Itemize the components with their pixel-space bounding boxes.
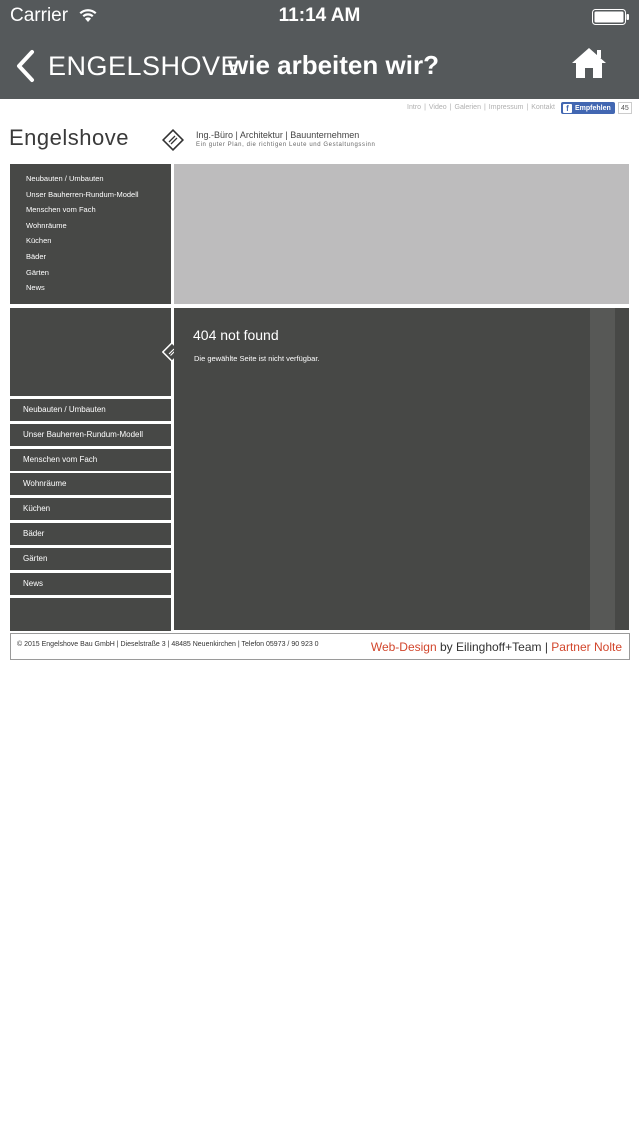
tagline: Ing.-Büro | Architektur | Bauunternehmen <box>196 130 360 140</box>
content-scrollbar[interactable] <box>590 308 615 630</box>
top-link-intro[interactable]: Intro <box>407 104 422 111</box>
side-menu-item-wohnraeume[interactable]: Wohnräume <box>10 473 171 495</box>
web-design-link[interactable]: Web-Design <box>370 640 437 654</box>
facebook-like-label: Empfehlen <box>575 104 611 112</box>
error-message: Die gewählte Seite ist nicht verfügbar. <box>194 354 320 363</box>
header-banner <box>174 164 629 304</box>
side-menu-item-news[interactable]: News <box>10 573 171 595</box>
side-filler <box>10 598 171 631</box>
side-menu-item-neubauten[interactable]: Neubauten / Umbauten <box>10 399 171 421</box>
top-menu-item-baeder[interactable]: Bäder <box>26 251 47 261</box>
top-menu-item-gaerten[interactable]: Gärten <box>26 267 49 277</box>
top-links: Intro | Video | Galerien | Impressum | Kontakt <box>407 104 555 111</box>
top-link-galerien[interactable]: Galerien <box>454 104 481 111</box>
top-menu-item-kuechen[interactable]: Küchen <box>26 236 52 246</box>
footer-company-info: © 2015 Engelshove Bau GmbH | Dieselstraße 3 | 48485 Neuenkirchen | Telefon 05973 / 90 923 0 <box>17 641 319 648</box>
partner-link[interactable]: Partner Nolte <box>547 640 622 654</box>
top-menu-item-wohnraeume[interactable]: Wohnräume <box>26 220 67 230</box>
top-menu-item-menschen[interactable]: Menschen vom Fach <box>26 205 96 215</box>
sub-tagline: Ein guter Plan, die richtigen Leute und Gestaltungssinn <box>196 142 376 148</box>
chevron-left-icon <box>14 49 36 83</box>
credits-separator: | <box>544 640 548 654</box>
side-menu-item-bauherren-modell[interactable]: Unser Bauherren-Rundum-Modell <box>10 424 171 446</box>
error-title: 404 not found <box>193 327 279 343</box>
main-content <box>174 308 629 630</box>
page-title: wie arbeiten wir? <box>228 50 439 80</box>
status-bar <box>0 0 639 32</box>
top-link-kontakt[interactable]: Kontakt <box>531 104 555 111</box>
facebook-like-button[interactable] <box>561 102 615 114</box>
logo[interactable]: Engelshove <box>9 125 129 150</box>
top-menu-item-bauherren-modell[interactable]: Unser Bauherren-Rundum-Modell <box>26 189 139 199</box>
back-button[interactable] <box>14 48 239 84</box>
web-content <box>0 99 639 1136</box>
top-link-video[interactable]: Video <box>428 104 447 111</box>
top-menu-item-neubauten[interactable]: Neubauten / Umbauten <box>26 174 104 183</box>
back-label: ENGELSHOVE <box>48 50 240 81</box>
logo-diamond-icon <box>162 129 184 151</box>
footer <box>10 633 630 660</box>
credits-by: by Eilinghoff+Team <box>436 640 545 654</box>
top-link-impressum[interactable]: Impressum <box>488 104 524 111</box>
side-menu-item-kuechen[interactable]: Küchen <box>10 498 171 520</box>
side-menu-item-menschen[interactable]: Menschen vom Fach <box>10 449 171 471</box>
footer-credits <box>371 640 622 654</box>
side-menu-item-gaerten[interactable]: Gärten <box>10 548 171 570</box>
app-header <box>0 0 639 99</box>
battery-icon <box>592 9 630 25</box>
top-menu-item-news[interactable]: News <box>26 283 45 293</box>
clock: 11:14 AM <box>278 5 361 26</box>
side-menu-item-baeder[interactable]: Bäder <box>10 523 171 545</box>
home-icon[interactable] <box>570 46 608 80</box>
navigation-bar <box>0 36 639 96</box>
top-menu <box>10 164 171 304</box>
side-panel <box>10 308 171 396</box>
facebook-icon: f <box>563 104 572 113</box>
side-menu <box>10 399 171 597</box>
facebook-like-count: 45 <box>618 102 632 114</box>
carrier-label: Carrier <box>10 5 69 26</box>
